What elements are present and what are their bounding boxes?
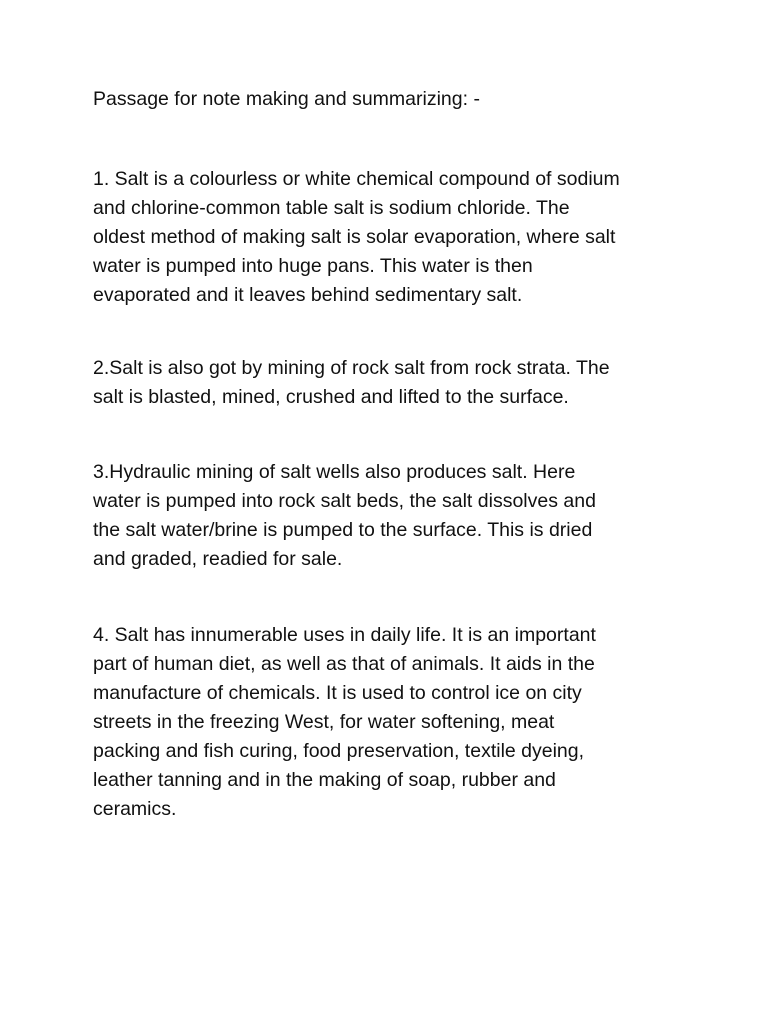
paragraph-line: ceramics. xyxy=(93,798,177,820)
document-heading: Passage for note making and summarizing: - xyxy=(93,88,480,110)
paragraph-line: evaporated and it leaves behind sedimentary salt. xyxy=(93,284,523,306)
paragraph-4 xyxy=(93,621,683,824)
paragraph-line: 4. Salt has innumerable uses in daily life. It is an important xyxy=(93,624,596,646)
paragraph-line: 3.Hydraulic mining of salt wells also produces salt. Here xyxy=(93,461,576,483)
paragraph-2 xyxy=(93,354,683,412)
paragraph-line: and chlorine-common table salt is sodium chloride. The xyxy=(93,197,570,219)
paragraph-line: salt is blasted, mined, crushed and lifted to the surface. xyxy=(93,386,569,408)
paragraph-line: oldest method of making salt is solar evaporation, where salt xyxy=(93,226,616,248)
document-page xyxy=(93,85,683,824)
paragraph-3 xyxy=(93,458,683,574)
paragraph-1 xyxy=(93,165,683,310)
paragraph-line: and graded, readied for sale. xyxy=(93,548,343,570)
paragraph-line: packing and fish curing, food preservation, textile dyeing, xyxy=(93,740,585,762)
paragraph-line: manufacture of chemicals. It is used to control ice on city xyxy=(93,682,582,704)
paragraph-line: streets in the freezing West, for water softening, meat xyxy=(93,711,555,733)
paragraph-line: 2.Salt is also got by mining of rock salt from rock strata. The xyxy=(93,357,610,379)
paragraph-line: leather tanning and in the making of soap, rubber and xyxy=(93,769,556,791)
paragraph-line: 1. Salt is a colourless or white chemical compound of sodium xyxy=(93,168,620,190)
paragraph-line: part of human diet, as well as that of animals. It aids in the xyxy=(93,653,595,675)
paragraph-line: water is pumped into huge pans. This water is then xyxy=(93,255,533,277)
paragraph-line: the salt water/brine is pumped to the surface. This is dried xyxy=(93,519,593,541)
paragraph-line: water is pumped into rock salt beds, the salt dissolves and xyxy=(93,490,596,512)
